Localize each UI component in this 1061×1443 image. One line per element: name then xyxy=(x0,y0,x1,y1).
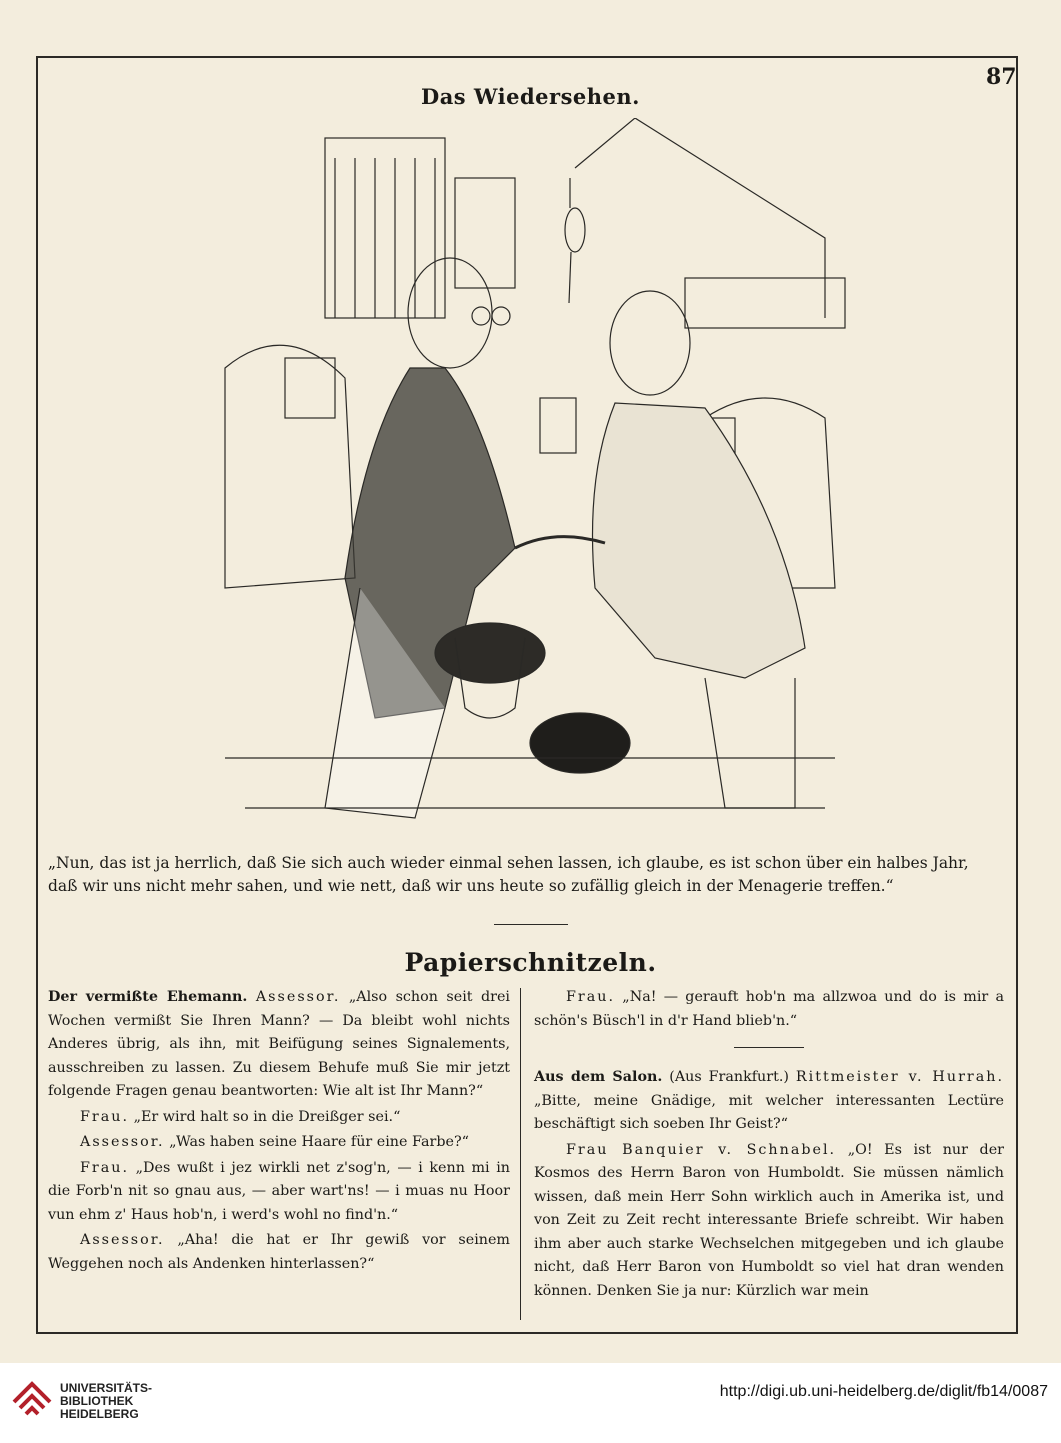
right-man-coat xyxy=(593,403,806,678)
column-divider xyxy=(520,988,521,1320)
right-top-hat xyxy=(530,713,630,773)
left-top-hat xyxy=(435,623,545,683)
article-heading-aus-dem-salon: Aus dem Salon. xyxy=(534,1069,663,1085)
separator-rule xyxy=(734,1047,804,1048)
left-man-head xyxy=(408,258,492,368)
paragraph xyxy=(534,986,1004,1033)
dialogue-text: „Bitte, meine Gnädige, mit welcher interessanten Lectüre beschäftigt sich soeben Ihr Geist?“ xyxy=(534,1092,1004,1132)
left-column xyxy=(48,986,510,1278)
paragraph xyxy=(48,1229,510,1276)
paragraph xyxy=(48,986,510,1104)
right-column xyxy=(534,986,1004,1305)
dialogue-text: „Aha! die hat er Ihr gewiß vor seinem Weggehen noch als Andenken hinterlassen?“ xyxy=(48,1232,510,1272)
paragraph xyxy=(48,1106,510,1130)
dialogue-text: „Was haben seine Haare für eine Farbe?“ xyxy=(169,1134,469,1150)
university-library-logo xyxy=(10,1372,54,1428)
right-man-head xyxy=(610,291,690,395)
speaker-assessor: Assessor. xyxy=(80,1134,165,1150)
dialogue-text: „Des wußt i jez wirkli net z'sog'n, — i kenn mi in die Forb'n nit so gnau aus, — aber wart'ns! — i muas nu Hoor vun ehm z' Haus hob'n, i werd's wohl no find'n.“ xyxy=(48,1159,511,1223)
illustration-caption xyxy=(48,852,1003,898)
section-title: Papierschnitzeln. xyxy=(404,948,657,977)
article-origin: (Aus Frankfurt.) xyxy=(669,1069,789,1085)
speaker-rittmeister: Rittmeister v. Hurrah. xyxy=(795,1069,1005,1085)
dialogue-text: „Na! — gerauft hob'n ma allzwoa und do is mir a schön's Büsch'l in d'r Hand blieb'n.“ xyxy=(534,989,1005,1029)
paragraph xyxy=(48,1157,510,1228)
separator-rule xyxy=(494,924,568,925)
dialogue-text: „O! Es ist nur der Kosmos des Herrn Baron von Humboldt. Sie müssen nämlich wissen, daß mein Herr Sohn wirklich auch in Amerika ist, und von Zeit zu Zeit recht interessante Briefe schreibt. Wir haben ihm aber auch starke Wechselchen mitgegeben und ich glaube nicht, daß Herr Baron von Humboldt so viel hat dran wenden können. Denken Sie ja nur: Kürzlich war mein xyxy=(534,1141,1005,1299)
dialogue-text: „Also schon seit drei Wochen vermißt Sie Ihren Mann? — Da bleibt wohl nichts Anderes übrig, als ihn, mit Beifügung seines Signalements, ausschreiben zu lassen. Zu diesem Behufe muß Sie mir jetzt folgende Fragen genau beantworten: Wie alt ist Ihr Mann?“ xyxy=(48,989,510,1099)
caption-line-2: daß wir uns nicht mehr sahen, und wie nett, daß wir uns heute so zufällig gleich in der Menagerie treffen.“ xyxy=(48,877,894,895)
speaker-assessor: Assessor. xyxy=(80,1232,165,1248)
page-title: Das Wiedersehen. xyxy=(420,84,640,109)
page-number: 87 xyxy=(986,64,1017,90)
paragraph xyxy=(534,1066,1004,1137)
caption-line-1: „Nun, das ist ja herrlich, daß Sie sich auch wieder einmal sehen lassen, ich glaube, es ist schon über ein halbes Jahr, xyxy=(48,854,969,872)
speaker-banquier: Frau Banquier v. Schnabel. xyxy=(566,1141,837,1158)
speaker-frau: Frau. xyxy=(566,989,616,1005)
parrot xyxy=(565,208,585,252)
source-url-link[interactable]: http://digi.ub.uni-heidelberg.de/diglit/fb14/0087 xyxy=(719,1383,1048,1400)
handshake xyxy=(515,537,605,548)
speaker-frau: Frau. xyxy=(80,1159,130,1176)
library-logo-icon xyxy=(10,1372,54,1428)
digitization-footer xyxy=(0,1363,1061,1443)
dialogue-text: „Er wird halt so in die Dreißger sei.“ xyxy=(133,1108,401,1125)
speaker-frau: Frau. xyxy=(80,1108,130,1125)
article-heading-vermisste-ehemann: Der vermißte Ehemann. xyxy=(48,989,248,1005)
paragraph xyxy=(534,1139,1004,1304)
speaker-assessor: Assessor. xyxy=(255,989,341,1005)
background-building xyxy=(325,138,445,318)
paragraph xyxy=(48,1131,510,1155)
library-name: UNIVERSITÄTS- BIBLIOTHEK HEIDELBERG xyxy=(60,1381,153,1421)
engraving-illustration xyxy=(185,118,865,840)
two-gentlemen-meeting-illustration xyxy=(185,118,865,840)
